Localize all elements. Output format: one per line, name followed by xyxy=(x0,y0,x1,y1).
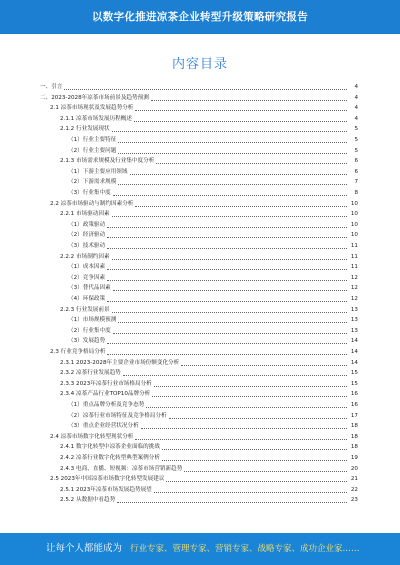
toc-entry-page: 4 xyxy=(354,94,358,101)
toc-entry-page: 7 xyxy=(354,179,358,186)
toc-entry[interactable] xyxy=(68,231,358,240)
toc-leader-dots xyxy=(181,364,347,366)
toc-leader-dots xyxy=(135,438,347,440)
toc-entry-text: （2）行业集中度 xyxy=(68,327,111,334)
toc-entry[interactable] xyxy=(68,147,358,156)
toc-entry-text: （1）市场规模预测 xyxy=(68,317,117,324)
toc-entry-page: 15 xyxy=(350,380,358,387)
toc-entry-page: 15 xyxy=(350,370,358,377)
toc-entry-page: 16 xyxy=(350,391,358,398)
toc-entry-text: （1）下游主要应用领域 xyxy=(68,168,128,175)
toc-entry-text: 2.4.3 电商、直播、短视频：凉茶市场营销新趋势 xyxy=(60,465,183,472)
toc-leader-dots xyxy=(118,321,347,323)
toc-entry[interactable] xyxy=(60,486,358,495)
toc-leader-dots xyxy=(141,427,347,429)
toc-leader-dots xyxy=(154,491,347,493)
toc-entry-page: 13 xyxy=(350,317,358,324)
toc-leader-dots xyxy=(123,374,347,376)
toc-entry-text: （1）政策驱动 xyxy=(68,221,106,228)
toc-leader-dots xyxy=(169,417,347,419)
toc-entry[interactable] xyxy=(60,380,358,389)
toc-entry-text: （4）环保政策 xyxy=(68,296,106,302)
toc-entry-page: 11 xyxy=(350,243,358,249)
toc-entry[interactable] xyxy=(68,284,358,293)
footer-roles: 行业专家、管理专家、营销专家、战略专家、成功企业家…… xyxy=(130,544,360,554)
toc-entry[interactable] xyxy=(50,433,358,442)
toc-entry-text: 一、引言 xyxy=(40,84,63,90)
toc-entry[interactable] xyxy=(50,200,358,209)
toc-entry-text: 2.1.1 凉茶市场发展历程概述 xyxy=(60,115,132,122)
toc-entry[interactable] xyxy=(50,348,358,357)
toc-leader-dots xyxy=(156,162,347,164)
header-bar xyxy=(0,0,400,34)
toc-entry-page: 14 xyxy=(350,338,358,345)
toc-entry[interactable] xyxy=(60,210,358,219)
toc-leader-dots xyxy=(107,236,347,238)
toc-leader-dots xyxy=(112,215,347,217)
toc-entry-page: 13 xyxy=(350,306,358,313)
toc-entry-text: 2.1.2 行业发展现状 xyxy=(60,126,110,133)
toc-entry-text: 2.5.2 从数据中看趋势 xyxy=(60,497,116,504)
toc-entry-page: 11 xyxy=(350,264,358,271)
toc-entry-text: （2）经济驱动 xyxy=(68,232,106,239)
toc-entry-text: （2）行业主要问题 xyxy=(68,147,117,154)
toc-entry[interactable] xyxy=(40,94,358,103)
toc-entry-text: （1）重点品牌分析及竞争态势 xyxy=(68,402,145,408)
toc-entry[interactable] xyxy=(68,316,358,325)
toc-entry-text: 2.4 凉茶市场数字化转型现状分析 xyxy=(50,433,134,440)
toc-entry[interactable] xyxy=(60,253,358,262)
toc-leader-dots xyxy=(118,152,347,154)
toc-entry-page: 13 xyxy=(350,327,358,334)
toc-entry-text: （3）替代品因素 xyxy=(68,285,111,292)
toc-entry-page: 10 xyxy=(350,232,358,239)
toc-heading: 内容目录 xyxy=(171,57,228,72)
toc-leader-dots xyxy=(134,120,347,122)
toc-entry-page: 4 xyxy=(354,105,358,112)
toc-leader-dots xyxy=(64,88,347,90)
toc-entry-page: 12 xyxy=(350,285,358,292)
toc-leader-dots xyxy=(107,353,347,355)
toc-entry-text: 2.2.3 行业发展前景 xyxy=(60,306,110,313)
toc-entry-page: 23 xyxy=(350,497,358,504)
toc-entry-text: 2.1.3 市场需求规模及行业集中度分析 xyxy=(60,158,155,165)
toc-entry-text: 2.1 凉茶市场现状及发展趋势分析 xyxy=(50,105,134,112)
toc-entry[interactable] xyxy=(68,136,358,145)
toc-entry[interactable] xyxy=(68,263,358,272)
toc-entry-text: （3）行业集中度 xyxy=(68,190,111,196)
toc-entry-page: 12 xyxy=(350,296,358,302)
toc-entry[interactable] xyxy=(60,306,358,315)
toc-leader-dots xyxy=(107,268,347,270)
toc-entry-page: 11 xyxy=(350,253,358,260)
toc-entry-text: 2.3.4 凉茶产品行业TOP10品牌分析 xyxy=(60,391,151,398)
toc-leader-dots xyxy=(162,448,347,450)
toc-entry[interactable] xyxy=(68,327,358,336)
footer-bar xyxy=(0,533,400,565)
toc-entry-page: 5 xyxy=(354,126,358,133)
toc-entry[interactable] xyxy=(68,295,358,304)
toc-entry-text: 2.3.1 2023-2028年主要企业市场份额变化分析 xyxy=(60,359,180,366)
toc-entry[interactable] xyxy=(68,337,358,346)
toc-entry-text: （3）发展趋势 xyxy=(68,338,106,345)
toc-entry[interactable] xyxy=(60,125,358,134)
toc-entry-text: （3）重点企业经营状况分析 xyxy=(68,423,139,430)
toc-entry-text: （2）下游需求规模 xyxy=(68,179,117,186)
toc-leader-dots xyxy=(107,226,347,228)
toc-entry[interactable] xyxy=(60,454,358,463)
report-title: 以数字化推进凉茶企业转型升级策略研究报告 xyxy=(92,11,308,23)
toc-entry[interactable] xyxy=(68,401,358,410)
toc-leader-dots xyxy=(152,395,347,397)
toc-entry-page: 19 xyxy=(350,455,358,461)
toc-entry-page: 4 xyxy=(354,84,358,90)
toc-entry[interactable] xyxy=(40,83,358,92)
toc-entry-text: 2.5 2023年中国凉茶市场数字化转型发展建议 xyxy=(50,476,165,483)
toc-entry-page: 8 xyxy=(354,190,358,196)
toc-entry[interactable] xyxy=(68,412,358,421)
toc-entry-text: 2.3.3 2023年凉茶行业市场格局分析 xyxy=(60,380,152,387)
toc-entry-page: 18 xyxy=(350,444,358,451)
toc-entry-text: 2.2 凉茶市场驱动与制约因素分析 xyxy=(50,200,134,207)
toc-entry-page: 21 xyxy=(350,476,358,483)
toc-entry[interactable] xyxy=(60,390,358,399)
toc-entry[interactable] xyxy=(60,443,358,452)
toc-entry-page: 5 xyxy=(354,147,358,154)
footer-slogan: 让每个人都能成为 xyxy=(46,543,123,554)
toc-leader-dots xyxy=(112,130,347,132)
toc-entry-text: （1）行业主要特征 xyxy=(68,137,117,143)
toc-entry-text: （2）凉茶行业市场特征及竞争格局分析 xyxy=(68,412,167,419)
toc-entry-text: 2.3.2 凉茶行业发展趋势 xyxy=(60,370,121,377)
toc-entry[interactable] xyxy=(60,157,358,166)
toc-entry[interactable] xyxy=(68,422,358,431)
toc-leader-dots xyxy=(154,385,347,387)
toc-entry-text: 2.3 行业竞争格局分析 xyxy=(50,349,106,355)
toc-entry-page: 16 xyxy=(350,402,358,408)
toc-entry-page: 5 xyxy=(354,137,358,143)
toc-leader-dots xyxy=(107,279,347,281)
toc-entry[interactable] xyxy=(50,475,358,484)
toc-entry-page: 10 xyxy=(350,211,358,218)
toc-entry[interactable] xyxy=(60,496,358,505)
toc-entry[interactable] xyxy=(60,465,358,474)
toc-leader-dots xyxy=(135,109,347,111)
toc-entry-page: 14 xyxy=(350,359,358,366)
toc-entry-page: 20 xyxy=(350,465,358,472)
toc-entry-text: 2.4.2 凉茶行业数字化转型典型案例分析 xyxy=(60,455,160,461)
toc-entry-page: 14 xyxy=(350,349,358,355)
toc-entry-page: 17 xyxy=(350,412,358,419)
toc-entry-page: 18 xyxy=(350,433,358,440)
toc-entry-text: 2.5.1 2023年凉茶市场发展趋势展望 xyxy=(60,486,152,493)
toc-entry-text: 2.2.2 市场制约因素 xyxy=(60,253,110,260)
toc-entry[interactable] xyxy=(68,168,358,177)
toc-leader-dots xyxy=(113,289,347,291)
toc-entry-text: 二、2023-2028年凉茶市场前景及趋势预测 xyxy=(40,94,149,101)
toc-leader-dots xyxy=(162,459,347,461)
toc-leader-dots xyxy=(130,173,348,175)
toc-entry[interactable] xyxy=(68,221,358,230)
toc-entry-page: 12 xyxy=(350,274,358,281)
toc-entry[interactable] xyxy=(68,189,358,198)
toc-entry[interactable] xyxy=(68,274,358,283)
toc-entry-text: （3）技术驱动 xyxy=(68,243,106,249)
toc-entry-page: 6 xyxy=(354,168,358,175)
toc-entry[interactable] xyxy=(68,242,358,251)
toc-entry-page: 6 xyxy=(354,158,358,165)
toc-leader-dots xyxy=(151,99,347,101)
toc-entry-text: （1）成本因素 xyxy=(68,264,106,271)
toc-entry[interactable] xyxy=(68,178,358,187)
toc-leader-dots xyxy=(113,332,347,334)
toc-leader-dots xyxy=(184,470,347,472)
toc-entry[interactable] xyxy=(60,115,358,124)
toc-leader-dots xyxy=(112,258,347,260)
toc-leader-dots xyxy=(107,300,347,302)
toc-leader-dots xyxy=(146,406,347,408)
toc-entry[interactable] xyxy=(50,104,358,113)
toc-entry[interactable] xyxy=(60,369,358,378)
toc-leader-dots xyxy=(113,194,347,196)
toc-leader-dots xyxy=(117,501,347,503)
toc-entry-text: （2）竞争因素 xyxy=(68,274,106,281)
toc-leader-dots xyxy=(107,342,347,344)
toc-leader-dots xyxy=(135,205,347,207)
toc-entry-text: 2.2.1 市场驱动因素 xyxy=(60,211,110,218)
toc-entry-page: 10 xyxy=(350,200,358,207)
toc-leader-dots xyxy=(118,141,347,143)
toc-leader-dots xyxy=(112,311,347,313)
toc-leader-dots xyxy=(166,480,347,482)
toc-entry-page: 10 xyxy=(350,221,358,228)
toc-entry[interactable] xyxy=(60,359,358,368)
toc-leader-dots xyxy=(107,247,347,249)
toc-leader-dots xyxy=(118,183,347,185)
toc-entry-page: 22 xyxy=(350,486,358,493)
toc-entry-text: 2.4.1 数字化转型中凉茶企业面临的挑战 xyxy=(60,444,160,451)
toc-entry-page: 18 xyxy=(350,423,358,430)
toc-entry-page: 4 xyxy=(354,115,358,122)
